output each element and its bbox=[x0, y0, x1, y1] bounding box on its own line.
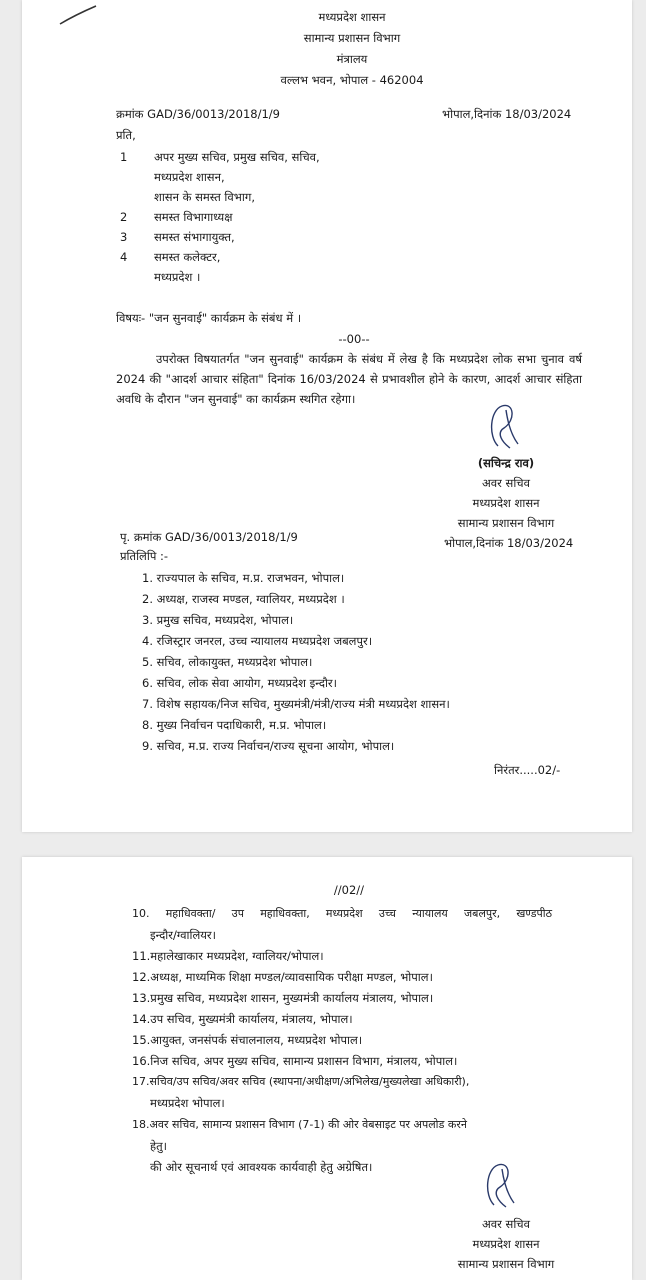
copy-label: प्रतिलिपि :- bbox=[120, 549, 169, 563]
signatory-designation: अवर सचिव bbox=[482, 476, 530, 490]
body-paragraph: उपरोक्त विषयातर्गत "जन सुनवाई" कार्यक्रम के संबंध में लेख है कि मध्यप्रदेश लोक सभा चुनाव वर्ष 2024 की "आदर्श आचार संहिता" दिनांक 16/03/2024 से प्रभावशील होने के कारण, आदर्श आचार संहिता अवधि के दौरान "जन सुनवाई" का कार्यक्रम स्थगित रहेगा। bbox=[116, 352, 582, 406]
copy-list-item: 6. सचिव, लोक सेवा आयोग, मध्यप्रदेश इन्दौर। bbox=[142, 676, 337, 690]
signature-mark bbox=[476, 1159, 520, 1211]
signatory-org: मध्यप्रदेश शासन bbox=[472, 496, 540, 510]
closing-line: की ओर सूचनार्थ एवं आवश्यक कार्यवाही हेतु अग्रेषित। bbox=[150, 1160, 373, 1174]
signatory-department: सामान्य प्रशासन विभाग bbox=[457, 516, 555, 530]
letter-date: भोपाल,दिनांक 18/03/2024 bbox=[442, 107, 572, 121]
signature-mark bbox=[480, 400, 524, 452]
endorsement-date: भोपाल,दिनांक 18/03/2024 bbox=[444, 536, 574, 550]
copy-list-item: 14.उप सचिव, मुख्यमंत्री कार्यालय, मंत्रालय, भोपाल। bbox=[132, 1012, 353, 1026]
copy-list-item: 12.अध्यक्ष, माध्यमिक शिक्षा मण्डल/व्यावसायिक परीक्षा मण्डल, भोपाल। bbox=[132, 970, 433, 984]
copy-list-item: 1. राज्यपाल के सचिव, म.प्र. राजभवन, भोपाल। bbox=[142, 571, 345, 585]
recipient-line: अपर मुख्य सचिव, प्रमुख सचिव, सचिव, bbox=[154, 150, 320, 164]
header-address: वल्लभ भवन, भोपाल - 462004 bbox=[280, 73, 424, 87]
copy-list-item-cont: हेतु। bbox=[150, 1139, 168, 1153]
letter-page-2 bbox=[22, 857, 632, 1280]
copy-list-item: 10. महाधिवक्ता/ उप महाधिवक्ता, मध्यप्रदेश उच्च न्यायालय जबलपुर, खण्डपीठ bbox=[132, 907, 552, 920]
recipient-number: 2 bbox=[120, 210, 128, 224]
recipient-line: समस्त संभागायुक्त, bbox=[154, 230, 235, 244]
letter-page-1 bbox=[22, 0, 632, 832]
page-number: //02// bbox=[333, 883, 365, 897]
copy-list-item: 8. मुख्य निर्वाचन पदाधिकारी, म.प्र. भोपाल। bbox=[142, 718, 327, 732]
copy-list-item: 17.सचिव/उप सचिव/अवर सचिव (स्थापना/अधीक्षण/अभिलेख/मुख्यलेखा अधिकारी), bbox=[132, 1075, 470, 1088]
separator: --00-- bbox=[338, 332, 370, 346]
recipient-line: शासन के समस्त विभाग, bbox=[154, 190, 255, 204]
signatory-name: (सचिन्द्र राव) bbox=[477, 456, 535, 470]
pen-tick-mark bbox=[58, 4, 98, 26]
copy-list-item: 15.आयुक्त, जनसंपर्क संचालनालय, मध्यप्रदेश भोपाल। bbox=[132, 1033, 363, 1047]
copy-list-item-cont: मध्यप्रदेश भोपाल। bbox=[150, 1096, 225, 1110]
subject-line: विषयः- "जन सुनवाई" कार्यक्रम के संबंध में । bbox=[116, 311, 302, 325]
copy-list-item: 2. अध्यक्ष, राजस्व मण्डल, ग्वालियर, मध्यप्रदेश । bbox=[142, 592, 345, 606]
copy-list-item: 16.निज सचिव, अपर मुख्य सचिव, सामान्य प्रशासन विभाग, मंत्रालय, भोपाल। bbox=[132, 1054, 458, 1068]
header-department: सामान्य प्रशासन विभाग bbox=[303, 31, 401, 45]
recipient-number: 1 bbox=[120, 150, 128, 164]
copy-list-item-cont: इन्दौर/ग्वालियर। bbox=[150, 928, 216, 942]
recipient-line: मध्यप्रदेश शासन, bbox=[154, 170, 225, 184]
copy-list-item: 9. सचिव, म.प्र. राज्य निर्वाचन/राज्य सूचना आयोग, भोपाल। bbox=[142, 739, 395, 753]
recipient-line: समस्त विभागाध्यक्ष bbox=[154, 210, 233, 224]
copy-list-item: 18.अवर सचिव, सामान्य प्रशासन विभाग (7-1) की ओर वेबसाइट पर अपलोड करने bbox=[132, 1118, 467, 1131]
recipient-number: 4 bbox=[120, 250, 128, 264]
to-label: प्रति, bbox=[116, 128, 136, 142]
endorsement-reference: पृ. क्रमांक GAD/36/0013/2018/1/9 bbox=[120, 530, 298, 544]
signatory-department: सामान्य प्रशासन विभाग bbox=[457, 1257, 555, 1271]
header-ministry: मंत्रालय bbox=[336, 52, 368, 66]
copy-list-item: 13.प्रमुख सचिव, मध्यप्रदेश शासन, मुख्यमंत्री कार्यालय मंत्रालय, भोपाल। bbox=[132, 991, 434, 1005]
copy-list-item: 4. रजिस्ट्रार जनरल, उच्च न्यायालय मध्यप्रदेश जबलपुर। bbox=[142, 634, 373, 648]
copy-list-item: 11.महालेखाकार मध्यप्रदेश, ग्वालियर/भोपाल। bbox=[132, 949, 324, 963]
copy-list-item: 5. सचिव, लोकायुक्त, मध्यप्रदेश भोपाल। bbox=[142, 655, 313, 669]
recipient-line: समस्त कलेक्टर, bbox=[154, 250, 221, 264]
continued-note: निरंतर.....02/- bbox=[494, 763, 561, 777]
signatory-org: मध्यप्रदेश शासन bbox=[472, 1237, 540, 1251]
reference-number: क्रमांक GAD/36/0013/2018/1/9 bbox=[116, 107, 280, 121]
signatory-designation: अवर सचिव bbox=[482, 1217, 530, 1231]
recipient-number: 3 bbox=[120, 230, 128, 244]
recipient-line: मध्यप्रदेश । bbox=[154, 270, 201, 284]
copy-list-item: 7. विशेष सहायक/निज सचिव, मुख्यमंत्री/मंत्री/राज्य मंत्री मध्यप्रदेश शासन। bbox=[142, 697, 450, 711]
copy-list-item: 3. प्रमुख सचिव, मध्यप्रदेश, भोपाल। bbox=[142, 613, 294, 627]
header-state: मध्यप्रदेश शासन bbox=[318, 10, 386, 24]
